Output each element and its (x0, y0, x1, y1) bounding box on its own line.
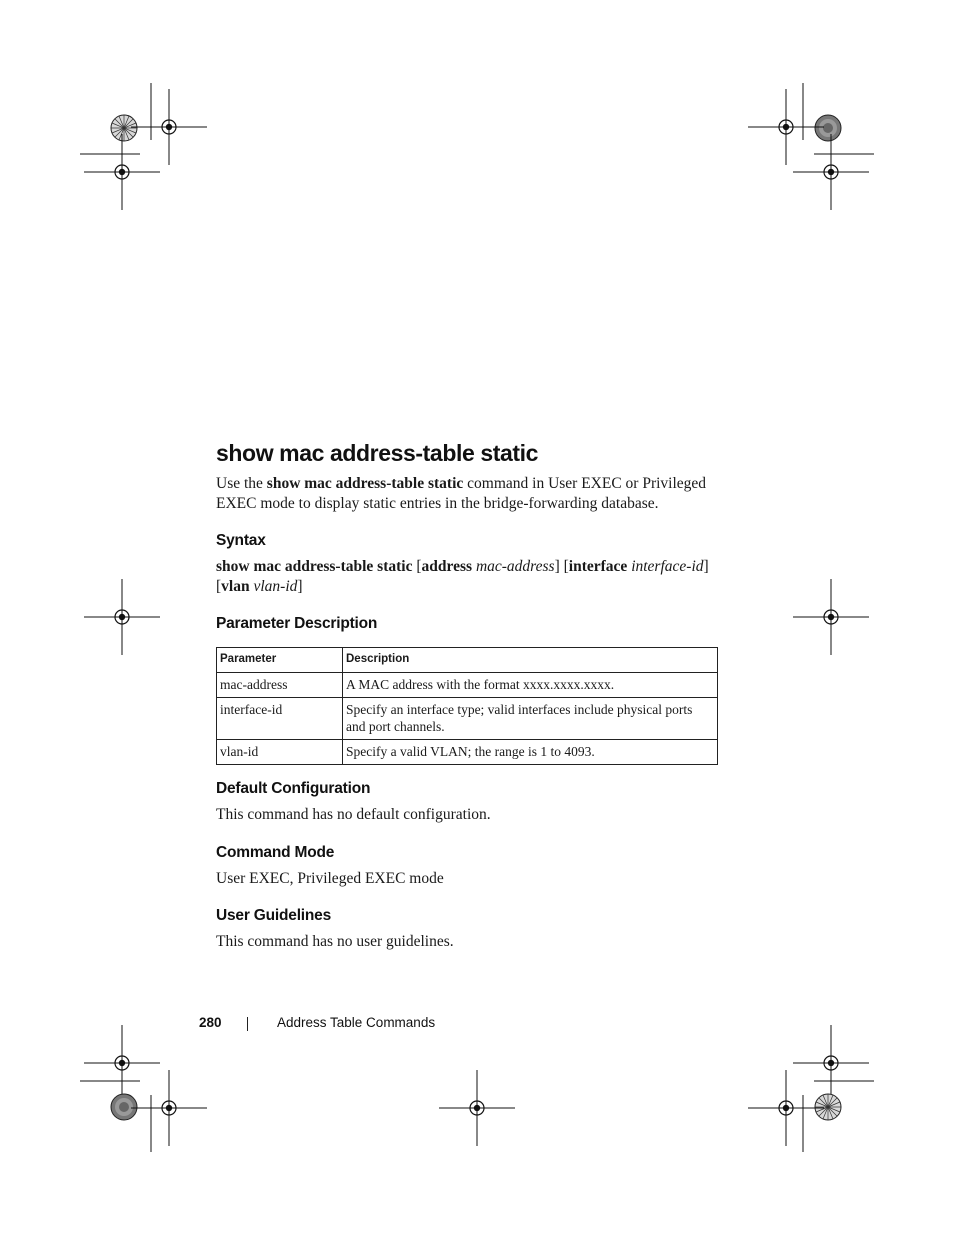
table-row (217, 740, 718, 765)
color-target-bottom-right (815, 1094, 841, 1120)
registration-mark (84, 1025, 160, 1101)
registration-mark (84, 134, 160, 210)
table-header-parameter: Parameter (217, 648, 343, 673)
command-mode-text: User EXEC, Privileged EXEC mode (216, 869, 444, 887)
syntax-command: show mac address-table static (216, 558, 413, 575)
syntax-bracket: [ (412, 558, 422, 575)
footer-section-title: Address Table Commands (277, 1015, 436, 1030)
intro-command: show mac address-table static (266, 475, 464, 492)
registration-mark (131, 89, 207, 165)
syntax-bracket: ] [ (554, 558, 569, 575)
default-configuration-heading: Default Configuration (216, 780, 371, 797)
syntax-bracket: ] (703, 558, 709, 575)
registration-mark (793, 1025, 869, 1101)
registration-mark (84, 579, 160, 655)
footer-separator (247, 1017, 248, 1031)
color-target-top-left (111, 115, 137, 141)
intro-post: command in User EXEC or Privileged EXEC mode to display static entries in the bridge-forwarding database. (216, 475, 707, 512)
user-guidelines-text: This command has no user guidelines. (216, 933, 454, 950)
table-row (217, 673, 718, 698)
registration-mark (748, 89, 824, 165)
syntax-keyword-address: address (421, 558, 473, 575)
table-header-row (217, 648, 718, 673)
table-header-description: Description (343, 648, 718, 673)
intro-pre: Use the (216, 475, 267, 492)
syntax-bracket: ] (297, 577, 303, 595)
registration-mark (439, 1070, 515, 1146)
registration-mark (748, 1070, 824, 1146)
registration-mark (793, 579, 869, 655)
syntax-arg-vlan-id: vlan-id (253, 577, 298, 595)
default-configuration-text: This command has no default configuration. (216, 806, 491, 823)
registration-mark (131, 1070, 207, 1146)
syntax-heading: Syntax (216, 532, 266, 549)
command-mode-heading: Command Mode (216, 843, 335, 861)
syntax-line (216, 557, 718, 596)
table-row (217, 698, 718, 740)
page-number: 280 (199, 1015, 222, 1030)
table-cell-description: Specify an interface type; valid interfaces include physical ports and port channels. (343, 698, 718, 740)
syntax-keyword-interface: interface (568, 558, 628, 575)
color-target-top-right (815, 115, 841, 141)
page-title: show mac address-table static (216, 440, 539, 466)
intro-paragraph (216, 474, 718, 513)
table-cell-parameter: interface-id (217, 698, 343, 740)
table-cell-description: Specify a valid VLAN; the range is 1 to 4093. (343, 740, 718, 765)
user-guidelines-heading: User Guidelines (216, 907, 332, 924)
parameter-description-heading: Parameter Description (216, 615, 378, 632)
table-cell-parameter: vlan-id (217, 740, 343, 765)
color-target-bottom-left (111, 1094, 137, 1120)
syntax-keyword-vlan: vlan (221, 577, 250, 595)
table-cell-parameter: mac-address (217, 673, 343, 698)
syntax-arg-interface-id: interface-id (631, 558, 704, 575)
syntax-bracket: [ (216, 577, 222, 595)
table-cell-description: A MAC address with the format xxxx.xxxx.xxxx. (343, 673, 718, 698)
page-content (216, 436, 718, 952)
parameter-table (216, 647, 718, 765)
registration-mark (793, 134, 869, 210)
syntax-arg-mac-address: mac-address (475, 558, 555, 575)
